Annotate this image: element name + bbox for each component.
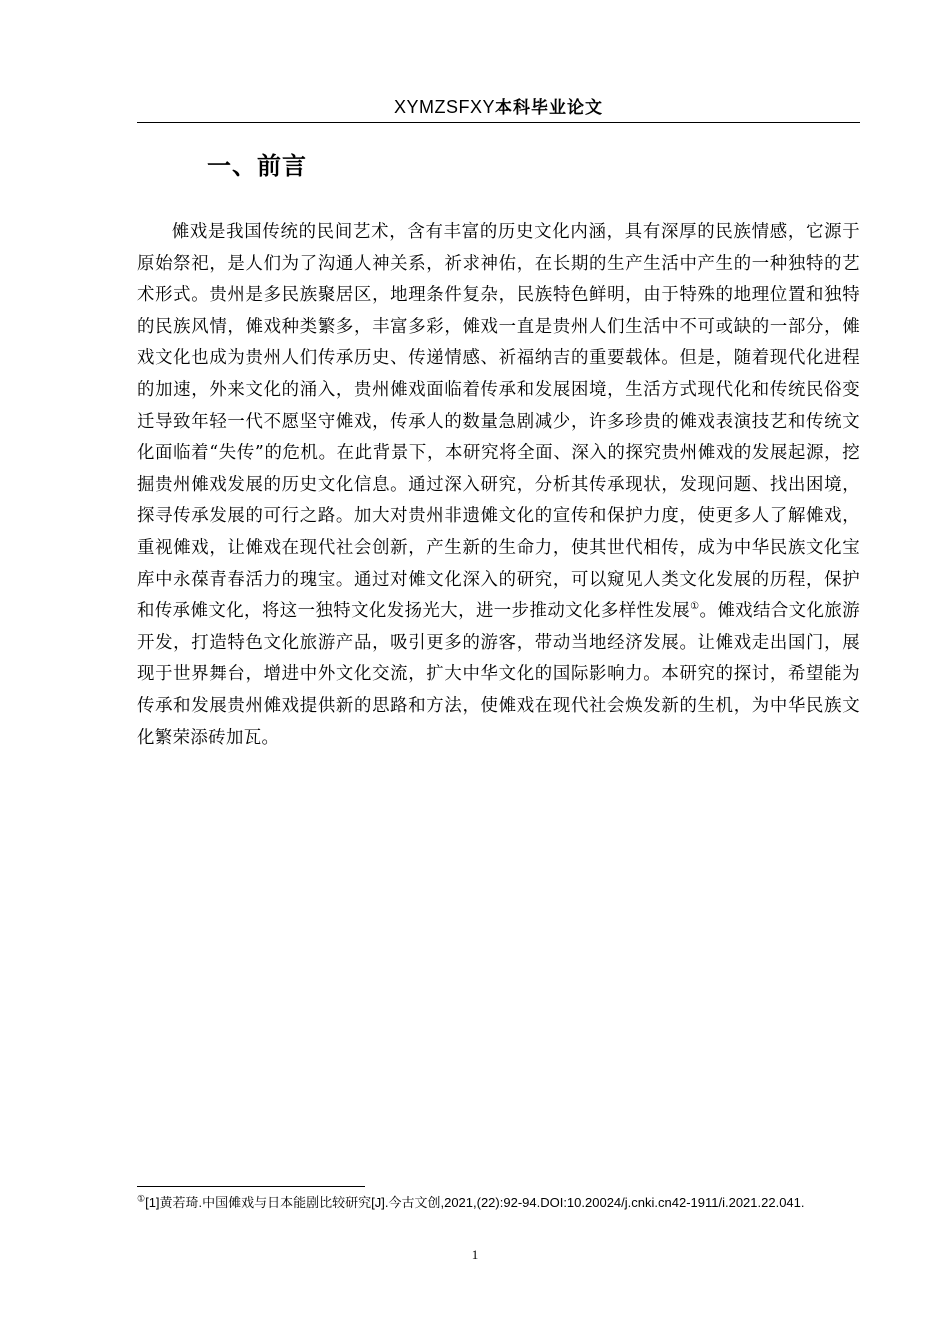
body-paragraph-part1: 傩戏是我国传统的民间艺术，含有丰富的历史文化内涵，具有深厚的民族情感，它源于原始祭祀，是人们为了沟通人神关系，祈求神佑，在长期的生产生活中产生的一种独特的艺术形式。贵州是多民族聚居区，地理条件复杂，民族特色鲜明，由于特殊的地理位置和独特的民族风情，傩戏种类繁多，丰富多彩，傩戏一直是贵州人们生活中不可或缺的一部分，傩戏文化也成为贵州人们传承历史、传递情感、祈福纳吉的重要载体。但是，随着现代化进程的加速，外来文化的涌入，贵州傩戏面临着传承和发展困境，生活方式现代化和传统民俗变迁导致年轻一代不愿坚守傩戏，传承人的数量急剧减少，许多珍贵的傩戏表演技艺和传统文化面临着“失传”的危机。在此背景下，本研究将全面、深入的探究贵州傩戏的发展起源，挖掘贵州傩戏发展的历史文化信息。通过深入研究，分析其传承现状，发现问题、找出困境，探寻传承发展的可行之路。加大对贵州非遗傩文化的宣传和保护力度，使更多人了解傩戏，重视傩戏，让傩戏在现代社会创新，产生新的生命力，使其世代相传，成为中华民族文化宝库中永葆青春活力的瑰宝。通过对傩文化深入的研究，可以窥见人类文化发展的历程，保护和传承傩文化，将这一独特文化发扬光大，进一步推动文化多样性发展 <box>137 222 860 622</box>
footnote-divider <box>137 1186 365 1187</box>
footnote-marker: ① <box>137 1193 146 1204</box>
body-paragraph-part2: 。傩戏结合文化旅游开发，打造特色文化旅游产品，吸引更多的游客，带动当地经济发展。让傩戏走出国门，展现于世界舞台，增进中外文化交流，扩大中华文化的国际影响力。本研究的探讨，希望能为传承和发展贵州傩戏提供新的思路和方法，使傩戏在现代社会焕发新的生机，为中华民族文化繁荣添砖加瓦。 <box>137 601 860 748</box>
header-code: XYMZSFXY <box>393 97 495 117</box>
footnote-text: [1]黄若琦.中国傩戏与日本能剧比较研究[J].今古文创,2021,(22):92-94.DOI:10.20024/j.cnki.cn42-1911/i.2021.22.041. <box>145 1195 805 1210</box>
body-paragraph <box>137 217 860 754</box>
page-number: 1 <box>471 1247 479 1262</box>
footnote-reference[interactable]: ① <box>690 601 700 613</box>
footnote <box>137 1193 860 1212</box>
section-title: 一、前言 <box>207 152 307 180</box>
page-header <box>137 92 860 123</box>
header-title: 本科毕业论文 <box>495 98 603 118</box>
